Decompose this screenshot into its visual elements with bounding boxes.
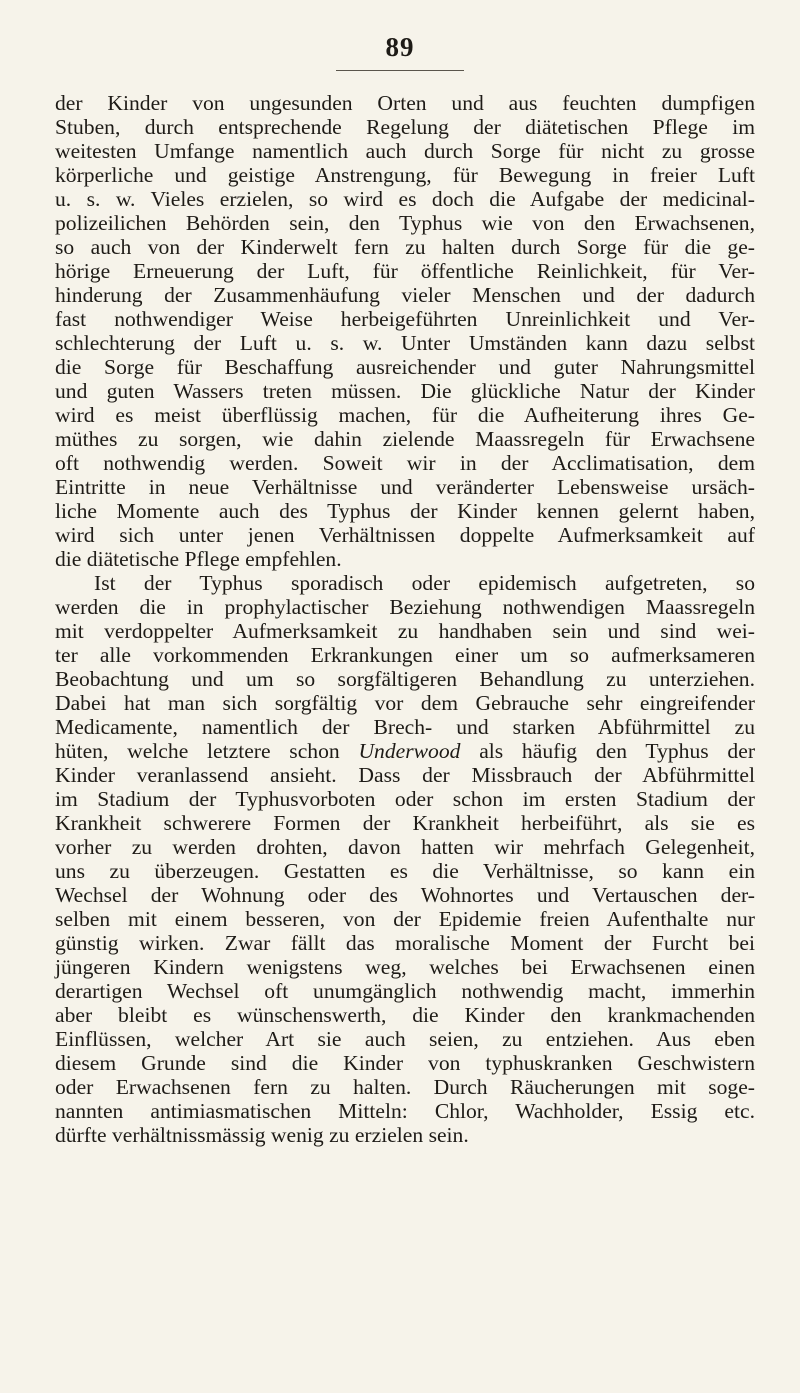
text-line-with-citation (55, 739, 755, 763)
text-line: und guten Wassers treten müssen. Die glückliche Natur der Kinder (55, 379, 755, 403)
text-line: Eintritte in neue Verhältnisse und veränderter Lebensweise ursäch- (55, 475, 755, 499)
text-line: Dabei hat man sich sorgfältig vor dem Gebrauche sehr eingreifender (55, 691, 755, 715)
text-line: nannten antimiasmatischen Mitteln: Chlor, Wachholder, Essig etc. (55, 1099, 755, 1123)
page-number: 89 (385, 32, 415, 62)
text-line: ter alle vorkommenden Erkrankungen einer um so aufmerksameren (55, 643, 755, 667)
text-line: wird sich unter jenen Verhältnissen doppelte Aufmerksamkeit auf (55, 523, 755, 547)
text-line: Stuben, durch entsprechende Regelung der diätetischen Pflege im (55, 115, 755, 139)
text-line: selben mit einem besseren, von der Epidemie freien Aufenthalte nur (55, 907, 755, 931)
text-line: schlechterung der Luft u. s. w. Unter Umständen kann dazu selbst (55, 331, 755, 355)
text-line: derartigen Wechsel oft unumgänglich nothwendig macht, immerhin (55, 979, 755, 1003)
text-line: so auch von der Kinderwelt fern zu halten durch Sorge für die ge- (55, 235, 755, 259)
paragraph-end-line: die diätetische Pflege empfehlen. (55, 547, 342, 571)
text-line: weitesten Umfange namentlich auch durch Sorge für nicht zu grosse (55, 139, 755, 163)
body-text (55, 91, 755, 1147)
text-line: jüngeren Kindern wenigstens weg, welches bei Erwachsenen einen (55, 955, 755, 979)
text-line: uns zu überzeugen. Gestatten es die Verhältnisse, so kann ein (55, 859, 755, 883)
text-line: oft nothwendig werden. Soweit wir in der Acclimatisation, dem (55, 451, 755, 475)
text-line: Einflüssen, welcher Art sie auch seien, zu entziehen. Aus eben (55, 1027, 755, 1051)
text-line: günstig wirken. Zwar fällt das moralische Moment der Furcht bei (55, 931, 755, 955)
cited-author: Underwood (358, 739, 461, 763)
text-line: fast nothwendiger Weise herbeigeführten Unreinlichkeit und Ver- (55, 307, 755, 331)
text-line-end: als häufig den Typhus der (460, 739, 756, 763)
text-line-start: hüten, welche letztere schon (55, 739, 359, 763)
text-line: körperliche und geistige Anstrengung, für Bewegung in freier Luft (55, 163, 755, 187)
text-line: aber bleibt es wünschenswerth, die Kinder den krankmachenden (55, 1003, 755, 1027)
paragraph-end-line: dürfte verhältnissmässig wenig zu erzielen sein. (55, 1123, 469, 1147)
text-line: Beobachtung und um so sorgfältigeren Behandlung zu unterziehen. (55, 667, 755, 691)
text-line: polizeilichen Behörden sein, den Typhus wie von den Erwachsenen, (55, 211, 755, 235)
text-line: werden die in prophylactischer Beziehung nothwendigen Maassregeln (55, 595, 755, 619)
text-line: Krankheit schwerere Formen der Krankheit herbeiführt, als sie es (55, 811, 755, 835)
text-line: Wechsel der Wohnung oder des Wohnortes und Vertauschen der- (55, 883, 755, 907)
text-line: Medicamente, namentlich der Brech- und starken Abführmittel zu (55, 715, 755, 739)
text-line: hinderung der Zusammenhäufung vieler Menschen und der dadurch (55, 283, 755, 307)
text-line: hörige Erneuerung der Luft, für öffentliche Reinlichkeit, für Ver- (55, 259, 755, 283)
text-line: mit verdoppelter Aufmerksamkeit zu handhaben sein und sind wei- (55, 619, 755, 643)
text-line: die Sorge für Beschaffung ausreichender und guter Nahrungsmittel (55, 355, 755, 379)
text-line: müthes zu sorgen, wie dahin zielende Maassregeln für Erwachsene (55, 427, 755, 451)
text-line: wird es meist überflüssig machen, für die Aufheiterung ihres Ge- (55, 403, 755, 427)
text-line: Kinder veranlassend ansieht. Dass der Missbrauch der Abführmittel (55, 763, 755, 787)
text-line: vorher zu werden drohten, davon hatten wir mehrfach Gelegenheit, (55, 835, 755, 859)
text-line: der Kinder von ungesunden Orten und aus feuchten dumpfigen (55, 91, 755, 115)
text-line: oder Erwachsenen fern zu halten. Durch Räucherungen mit soge- (55, 1075, 755, 1099)
header-rule (336, 70, 464, 71)
text-line: im Stadium der Typhusvorboten oder schon im ersten Stadium der (55, 787, 755, 811)
paragraph-start-line: Ist der Typhus sporadisch oder epidemisch aufgetreten, so (94, 571, 755, 595)
text-line: u. s. w. Vieles erzielen, so wird es doch die Aufgabe der medicinal- (55, 187, 755, 211)
text-line: diesem Grunde sind die Kinder von typhuskranken Geschwistern (55, 1051, 755, 1075)
text-line: liche Momente auch des Typhus der Kinder kennen gelernt haben, (55, 499, 755, 523)
